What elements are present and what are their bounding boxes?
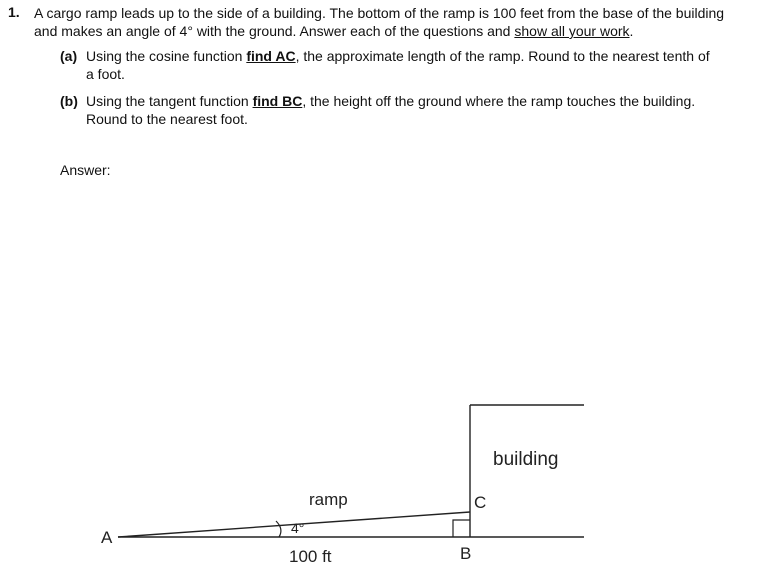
part-b-text-3: Round to the nearest foot. — [86, 111, 248, 127]
show-work-phrase: show all your work — [514, 23, 630, 39]
vertex-a-label: A — [101, 528, 113, 547]
vertex-c-label: C — [474, 493, 487, 512]
part-b-text-1: Using the tangent function — [86, 93, 253, 109]
part-b-find: find BC — [252, 93, 303, 109]
answer-label: Answer: — [60, 162, 111, 178]
part-b-label: (b) — [60, 93, 78, 109]
ramp-label: ramp — [309, 490, 348, 509]
angle-label: 4° — [291, 520, 305, 536]
base-length-label: 100 ft — [289, 547, 332, 566]
part-b-text-2: , the height off the ground where the ramp touches the building. — [302, 93, 696, 109]
part-a-text-1: Using the cosine function — [86, 48, 247, 64]
building-label: building — [493, 449, 559, 470]
part-a-find: find AC — [246, 48, 296, 64]
part-a-text-3: a foot. — [86, 66, 125, 82]
question-number: 1. — [8, 4, 20, 20]
angle-arc — [276, 521, 281, 537]
part-a-label: (a) — [60, 48, 78, 64]
question-text-body: A cargo ramp leads up to the side of a building. The bottom of the ramp is 100 feet from the base of the building and makes an angle of 4° with the ground. Answer each of the questions and — [34, 5, 725, 39]
question-text-end: . — [629, 23, 634, 39]
vertex-b-label: B — [460, 544, 472, 563]
part-a-text-2: , the approximate length of the ramp. Round to the nearest tenth of — [295, 48, 710, 64]
right-angle-marker — [453, 520, 470, 537]
